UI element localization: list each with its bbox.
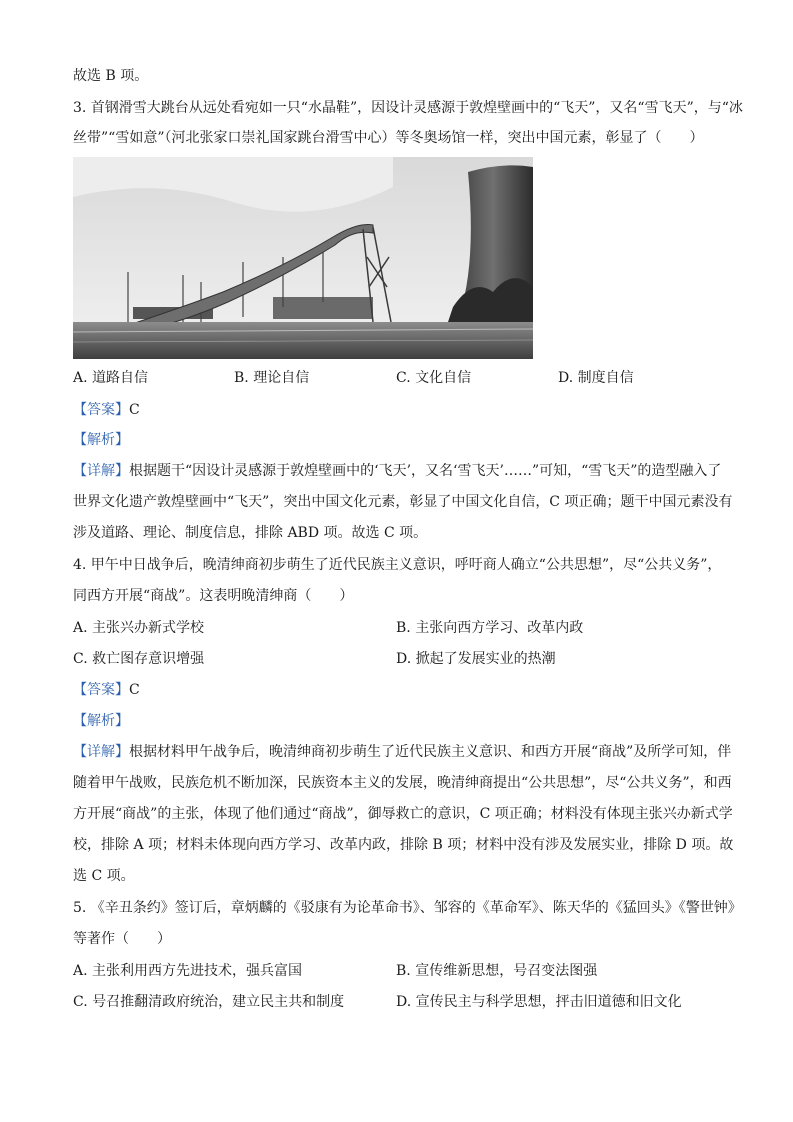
q4-option-b: B. 主张向西方学习、改革内政 <box>396 620 584 636</box>
prev-conclusion: 故选 B 项。 <box>73 68 149 84</box>
q3-detail-line3: 涉及道路、理论、制度信息，排除 ABD 项。故选 C 项。 <box>73 525 428 541</box>
answer-value: C <box>129 682 140 698</box>
q4-detail-line4: 校，排除 A 项；材料未体现向西方学习、改革内政，排除 B 项；材料中没有涉及发展实业，排除 D 项。故 <box>73 837 734 853</box>
q5-option-a: A. 主张利用西方先进技术，强兵富国 <box>73 963 303 979</box>
q4-option-d: D. 掀起了发展实业的热潮 <box>396 651 556 667</box>
q4-detail-line5: 选 C 项。 <box>73 868 135 884</box>
ski-jump-illustration <box>73 157 533 359</box>
q5-option-c: C. 号召推翻清政府统治，建立民主共和制度 <box>73 994 345 1010</box>
q3-option-b: B. 理论自信 <box>234 370 310 386</box>
q4-answer <box>73 680 140 700</box>
q3-analysis-label: 【解析】 <box>73 432 129 448</box>
q5-option-b: B. 宣传维新思想，号召变法图强 <box>396 963 598 979</box>
q3-option-c: C. 文化自信 <box>396 370 472 386</box>
answer-label: 【答案】 <box>73 682 129 698</box>
q4-option-a: A. 主张兴办新式学校 <box>73 620 205 636</box>
ski-jump-photo <box>73 157 533 359</box>
answer-label: 【答案】 <box>73 402 129 418</box>
detail-label: 【详解】 <box>73 744 129 760</box>
q3-stem-line2: 丝带”“雪如意”（河北张家口崇礼国家跳台滑雪中心）等冬奥场馆一样，突出中国元素，彰显了（ ） <box>73 130 704 146</box>
q4-analysis-label: 【解析】 <box>73 713 129 729</box>
q5-option-d: D. 宣传民主与科学思想，抨击旧道德和旧文化 <box>396 994 682 1010</box>
q4-stem-line1: 4. 甲午中日战争后，晚清绅商初步萌生了近代民族主义意识，呼吁商人确立“公共思想”，尽“公共义务”， <box>73 557 722 573</box>
q4-option-c: C. 救亡图存意识增强 <box>73 651 205 667</box>
q4-stem-line2: 同西方开展“商战”。这表明晚清绅商（ ） <box>73 588 354 604</box>
detail-label: 【详解】 <box>73 463 129 479</box>
q3-stem-line1: 3. 首钢滑雪大跳台从远处看宛如一只“水晶鞋”，因设计灵感源于敦煌壁画中的“飞天”，又名“雪飞天”，与“冰 <box>73 100 743 116</box>
q4-detail-line2: 随着甲午战败，民族危机不断加深，民族资本主义的发展，晚清绅商提出“公共思想”，尽“公共义务”，和西 <box>73 775 732 791</box>
q3-option-d: D. 制度自信 <box>558 370 634 386</box>
q4-detail-line1 <box>73 742 731 762</box>
detail-text: 根据材料甲午战争后，晚清绅商初步萌生了近代民族主义意识、和西方开展“商战”及所学可知，伴 <box>129 744 732 760</box>
q5-stem-line2: 等著作（ ） <box>73 931 171 947</box>
q5-stem-line1: 5. 《辛丑条约》签订后，章炳麟的《驳康有为论革命书》、邹容的《革命军》、陈天华的《猛回头》《警世钟》 <box>73 900 742 916</box>
q3-option-a: A. 道路自信 <box>73 370 149 386</box>
detail-text: 根据题干“因设计灵感源于敦煌壁画中的‘飞天’，又名‘雪飞天’……”可知，“雪飞天”的造型融入了 <box>129 463 722 479</box>
q3-answer <box>73 400 140 420</box>
answer-value: C <box>129 402 140 418</box>
q3-detail-line2: 世界文化遗产敦煌壁画中“飞天”，突出中国文化元素，彰显了中国文化自信，C 项正确；题干中国元素没有 <box>73 494 733 510</box>
q3-detail-line1 <box>73 461 721 481</box>
q4-detail-line3: 方开展“商战”的主张，体现了他们通过“商战”，御辱救亡的意识，C 项正确；材料没有体现主张兴办新式学 <box>73 806 733 822</box>
